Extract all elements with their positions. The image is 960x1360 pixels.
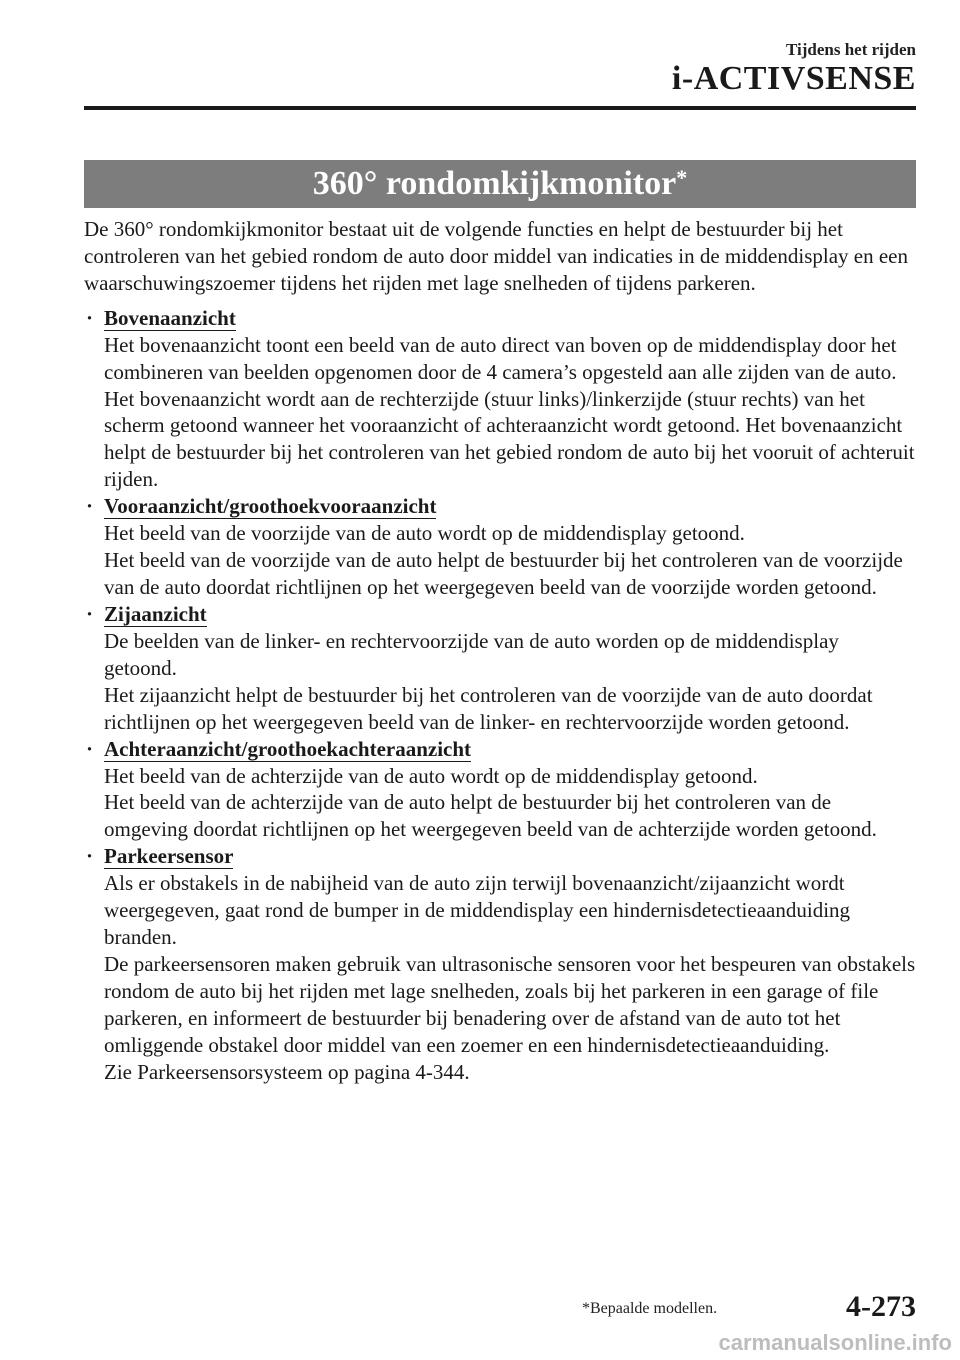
header-divider <box>84 106 916 110</box>
feature-item-paragraph: De beelden van de linker- en rechtervoorzijde van de auto worden op de middendisplay getoond. <box>104 628 839 680</box>
footnote: *Bepaalde modellen. <box>582 1300 718 1317</box>
feature-item-title: Zijaanzicht <box>104 601 207 626</box>
bullet-icon: · <box>86 305 94 330</box>
feature-item-paragraph: Het beeld van de voorzijde van de auto helpt de bestuurder bij het controleren van de voorzijde van de auto doordat richtlijnen op het weergegeven beeld van de voorzijde worden getoond. <box>104 548 903 599</box>
feature-item <box>84 601 916 736</box>
header-section-label: Tijdens het rijden <box>785 40 916 59</box>
section-asterisk: * <box>676 165 688 190</box>
feature-item-title: Bovenaanzicht <box>104 305 236 330</box>
feature-item-paragraph: Zie Parkeersensorsysteem op pagina 4-344. <box>104 1059 470 1084</box>
feature-item-title: Achteraanzicht/groothoekachteraanzicht <box>104 736 472 761</box>
intro-paragraph: De 360° rondomkijkmonitor bestaat uit de volgende functies en helpt de bestuurder bij het controleren van het gebied rondom de auto door middel van indicaties in de middendisplay en een waarschuwingszoemer tijdens het rijden met lage snelheden of tijdens parkeren. <box>84 217 909 295</box>
bullet-icon: · <box>86 736 94 761</box>
section-title-banner <box>84 160 916 208</box>
feature-item-paragraph: Het zijaanzicht helpt de bestuurder bij het controleren van de voorzijde van de auto doordat richtlijnen op het weergegeven beeld van de linker- en rechtervoorzijde worden getoond. <box>104 682 873 734</box>
feature-list <box>84 305 916 1086</box>
feature-item-paragraph: Het bovenaanzicht toont een beeld van de auto direct van boven op de middendisplay door het combineren van beelden opgenomen door de 4 camera’s opgesteld aan alle zijden van de auto. Het bovenaanzicht wordt aan de rechterzijde (stuur links)/linkerzijde (stuur rechts) van het scherm getoond wanneer het vooraanzicht of achteraanzicht wordt getoond. Het bovenaanzicht helpt de bestuurder bij het controleren van het gebied rondom de auto bij het vooruit of achteruit rijden. <box>104 332 915 492</box>
page-content <box>84 216 916 1085</box>
feature-item <box>84 305 916 493</box>
feature-item <box>84 736 916 844</box>
section-title: 360° rondomkijkmonitor <box>312 165 677 202</box>
page-number: 4-273 <box>846 1290 916 1323</box>
feature-item <box>84 493 916 601</box>
bullet-icon: · <box>86 494 94 519</box>
feature-item-paragraph: Als er obstakels in de nabijheid van de auto zijn terwijl bovenaanzicht/zijaanzicht wordt weergegeven, gaat rond de bumper in de middendisplay een hindernisdetectieaanduiding branden. <box>104 871 851 950</box>
watermark-text: carmanualsonline.info <box>718 1330 952 1355</box>
feature-item-paragraph: Het beeld van de achterzijde van de auto wordt op de middendisplay getoond. <box>104 763 758 788</box>
feature-item-paragraph: Het beeld van de voorzijde van de auto wordt op de middendisplay getoond. <box>104 521 745 546</box>
feature-item-paragraph: De parkeersensoren maken gebruik van ultrasonische sensoren voor het bespeuren van obstakels rondom de auto bij het rijden met lage snelheden, zoals bij het parkeren in een garage of file parkeren, en informeert de bestuurder bij benadering over de afstand van de auto tot het omliggende obstakel door middel van een zoemer en een hindernisdetectieaanduiding. <box>104 951 916 1057</box>
feature-item <box>84 843 916 1085</box>
bullet-icon: · <box>86 601 94 626</box>
feature-item-paragraph: Het beeld van de achterzijde van de auto helpt de bestuurder bij het controleren van de omgeving doordat richtlijnen op het weergegeven beeld van de achterzijde worden getoond. <box>104 790 877 842</box>
bullet-icon: · <box>86 844 94 869</box>
feature-item-title: Vooraanzicht/groothoekvooraanzicht <box>104 494 437 519</box>
feature-item-title: Parkeersensor <box>104 844 234 869</box>
header-chapter-title: i-ACTIVSENSE <box>671 60 916 97</box>
